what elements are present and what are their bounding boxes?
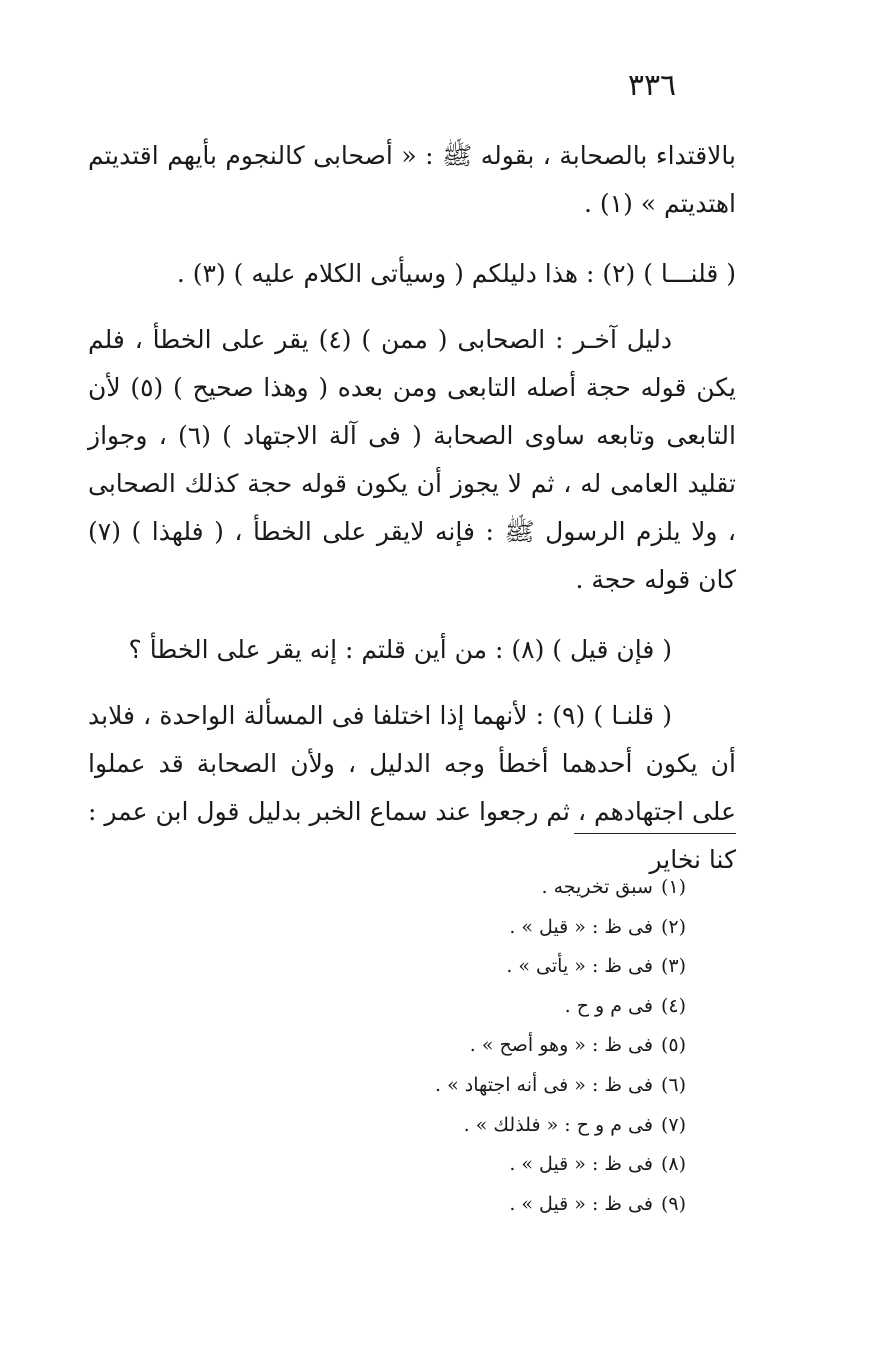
footnote-7 [340,1106,686,1146]
footnote-text: فى ظ : « فى أنه اجتهاد » . [435,1073,653,1096]
paragraph-1: بالاقتداء بالصحابة ، بقوله ﷺ : « أصحابى كالنجوم بأيهم اقتديتم اهتديتم » (١) . [88,141,736,218]
footnotes [340,868,686,1224]
footnote-text: فى ظ : « وهو أصح » . [469,1034,653,1057]
main-text [88,132,736,884]
footnote-text: فى ظ : « قيل » . [509,915,653,938]
footnote-4 [340,987,686,1027]
footnote-9 [340,1185,686,1225]
paragraph-4: ( فإن قيل ) (٨) : من أين قلتم : إنه يقر على الخطأ ؟ [128,635,672,664]
footnote-separator [574,833,736,834]
footnote-2 [340,908,686,948]
footnote-text: فى ظ : « يأتى » . [506,955,653,978]
footnote-number: (٩) [660,1192,686,1215]
footnote-number: (٧) [660,1113,686,1136]
paragraph-3: دليل آخـر : الصحابى ( ممن ) (٤) يقر على الخطأ ، فلم يكن قوله حجة أصله التابعى ومن بعده ( وهذا صحيح ) (٥) لأن التابعى وتابعه ساوى الصحابة ( فى آلة الاجتهاد ) (٦) ، وجواز تقليد العامى له ، ثم لا يجوز أن يكون قوله حجة كذلك الصحابى ، ولا يلزم الرسول ﷺ : فإنه لايقر على الخطأ ، ( فلهذا ) (٧) كان قوله حجة . [88,325,737,594]
footnote-text: فى م و ح . [564,994,653,1017]
footnote-1 [340,868,686,908]
footnote-3 [340,947,686,987]
footnote-number: (٥) [660,1034,686,1057]
footnote-text: فى ظ : « قيل » . [509,1153,653,1176]
footnote-number: (٣) [660,955,686,978]
paragraph-2: ( قلنـــا ) (٢) : هذا دليلكم ( وسيأتى الكلام عليه ) (٣) . [176,259,736,288]
footnote-text: فى ظ : « قيل » . [509,1192,653,1215]
footnote-6 [340,1066,686,1106]
footnote-number: (١) [660,876,686,898]
footnote-8 [340,1145,686,1185]
footnote-number: (٨) [660,1153,686,1176]
footnote-5 [340,1026,686,1066]
footnote-number: (٦) [660,1073,686,1096]
page-number: ٣٣٦ [627,68,677,103]
footnote-number: (٤) [660,994,686,1017]
footnote-text: فى م و ح : « فلذلك » . [463,1113,653,1136]
footnote-text: سبق تخريجه . [541,876,653,898]
footnote-number: (٢) [660,915,686,938]
paragraph-5: ( قلنـا ) (٩) : لأنهما إذا اختلفا فى المسألة الواحدة ، فلابد أن يكون أحدهما أخطأ وجه الدليل ، ولأن الصحابة قد عملوا على اجتهادهم ، ثم رجعوا عند سماع الخبر بدليل قول ابن عمر : كنا نخاير [88,701,736,874]
